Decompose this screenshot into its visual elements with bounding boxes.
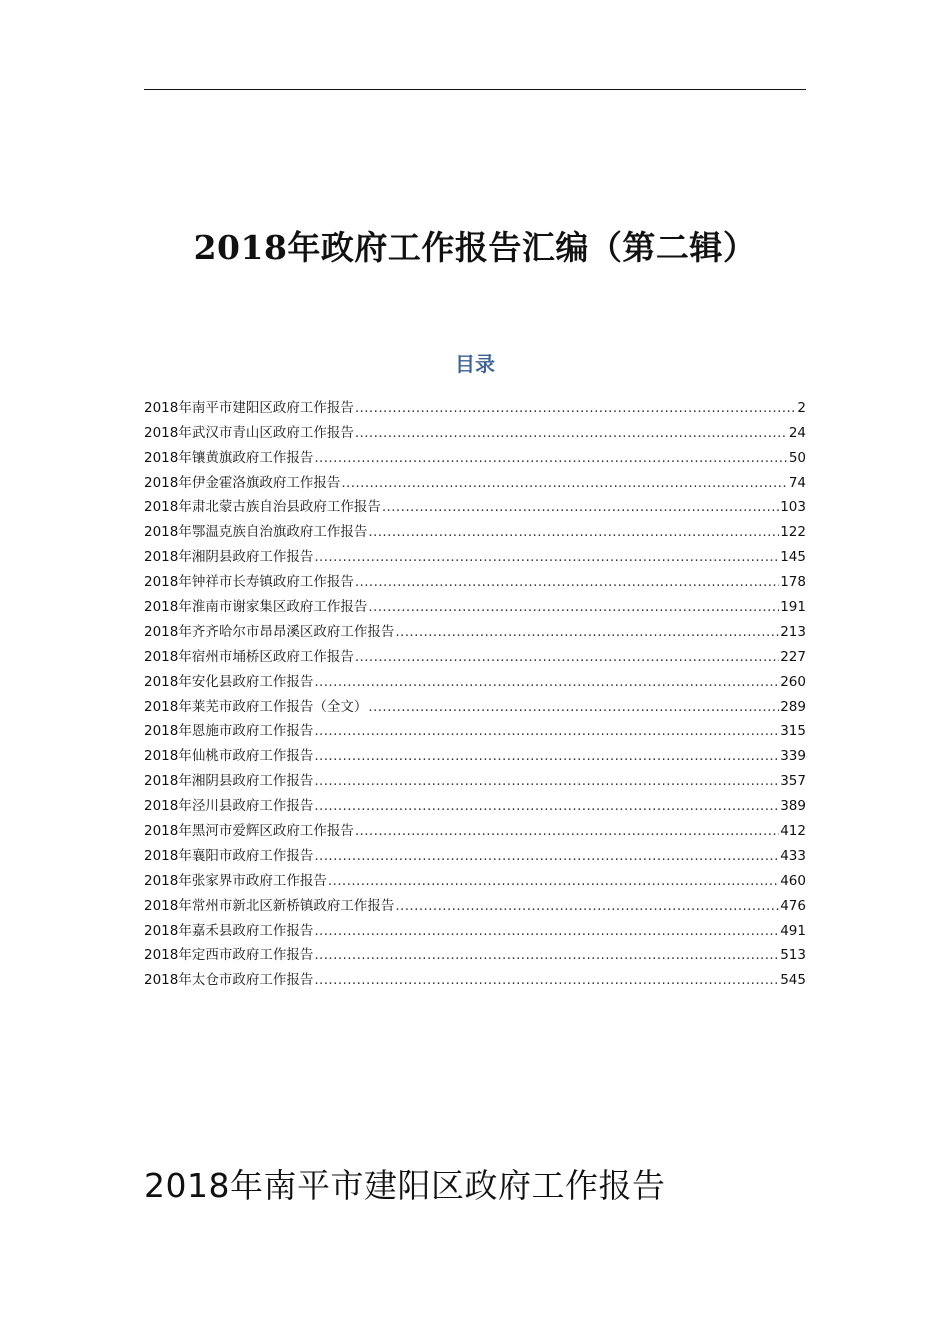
toc-entry[interactable] — [144, 915, 806, 940]
toc-entry[interactable] — [144, 840, 806, 865]
toc-entry-title: 2018年齐齐哈尔市昂昂溪区政府工作报告 — [144, 623, 395, 640]
table-of-contents — [144, 392, 806, 989]
toc-leader-dots — [314, 772, 779, 790]
toc-leader-dots — [355, 648, 779, 666]
toc-leader-dots — [355, 822, 779, 840]
toc-leader-dots — [314, 946, 779, 964]
toc-entry-title: 2018年武汉市青山区政府工作报告 — [144, 424, 354, 441]
toc-entry-page: 433 — [780, 847, 806, 864]
toc-entry[interactable] — [144, 641, 806, 666]
toc-entry-title: 2018年定西市政府工作报告 — [144, 947, 314, 964]
toc-entry-page: 2 — [797, 399, 806, 416]
toc-entry-title: 2018年张家界市政府工作报告 — [144, 872, 327, 889]
toc-entry-page: 178 — [780, 574, 806, 591]
toc-entry-page: 513 — [780, 947, 806, 964]
toc-leader-dots — [355, 424, 788, 442]
toc-entry[interactable] — [144, 964, 806, 989]
toc-leader-dots — [382, 498, 779, 516]
toc-leader-dots — [395, 897, 779, 915]
toc-entry[interactable] — [144, 740, 806, 765]
toc-leader-dots — [314, 971, 779, 989]
toc-entry[interactable] — [144, 765, 806, 790]
toc-entry-title: 2018年黑河市爱辉区政府工作报告 — [144, 823, 354, 840]
toc-entry[interactable] — [144, 691, 806, 716]
toc-leader-dots — [355, 573, 779, 591]
toc-leader-dots — [314, 548, 779, 566]
toc-entry-title: 2018年安化县政府工作报告 — [144, 673, 314, 690]
toc-leader-dots — [368, 698, 779, 716]
toc-entry-page: 412 — [780, 823, 806, 840]
toc-entry-page: 460 — [780, 872, 806, 889]
toc-entry-page: 103 — [780, 499, 806, 516]
toc-entry-page: 227 — [780, 648, 806, 665]
toc-heading: 目录 — [455, 352, 495, 376]
toc-entry-page: 260 — [780, 673, 806, 690]
toc-leader-dots — [395, 623, 779, 641]
toc-entry-title: 2018年伊金霍洛旗政府工作报告 — [144, 474, 341, 491]
toc-entry-title: 2018年南平市建阳区政府工作报告 — [144, 399, 354, 416]
toc-entry-page: 545 — [780, 972, 806, 989]
toc-entry-title: 2018年仙桃市政府工作报告 — [144, 748, 314, 765]
toc-entry-page: 191 — [780, 599, 806, 616]
toc-leader-dots — [314, 673, 779, 691]
toc-entry-title: 2018年钟祥市长寿镇政府工作报告 — [144, 574, 354, 591]
toc-leader-dots — [314, 847, 779, 865]
header-rule — [144, 89, 806, 90]
toc-entry[interactable] — [144, 591, 806, 616]
toc-entry-title: 2018年太仓市政府工作报告 — [144, 972, 314, 989]
toc-entry-title: 2018年襄阳市政府工作报告 — [144, 847, 314, 864]
toc-entry-title: 2018年宿州市埇桥区政府工作报告 — [144, 648, 354, 665]
toc-entry[interactable] — [144, 940, 806, 965]
toc-entry-title: 2018年鄂温克族自治旗政府工作报告 — [144, 524, 368, 541]
toc-leader-dots — [314, 722, 779, 740]
toc-entry-page: 289 — [780, 698, 806, 715]
toc-leader-dots — [341, 474, 787, 492]
section-heading: 2018年南平市建阳区政府工作报告 — [144, 1166, 666, 1205]
toc-entry[interactable] — [144, 815, 806, 840]
toc-leader-dots — [368, 523, 779, 541]
toc-leader-dots — [314, 797, 779, 815]
toc-entry[interactable] — [144, 566, 806, 591]
toc-entry[interactable] — [144, 492, 806, 517]
toc-leader-dots — [355, 399, 797, 417]
toc-entry[interactable] — [144, 865, 806, 890]
toc-entry-page: 145 — [780, 549, 806, 566]
toc-entry[interactable] — [144, 716, 806, 741]
document-title: 2018年政府工作报告汇编（第二辑） — [193, 228, 757, 267]
toc-entry-title: 2018年湘阴县政府工作报告 — [144, 773, 314, 790]
toc-leader-dots — [328, 872, 779, 890]
toc-entry-page: 50 — [788, 449, 806, 466]
toc-entry-page: 315 — [780, 723, 806, 740]
toc-entry-page: 339 — [780, 748, 806, 765]
toc-entry-page: 213 — [780, 623, 806, 640]
toc-entry-title: 2018年镶黄旗政府工作报告 — [144, 449, 314, 466]
toc-entry[interactable] — [144, 890, 806, 915]
toc-entry[interactable] — [144, 516, 806, 541]
toc-entry-title: 2018年泾川县政府工作报告 — [144, 798, 314, 815]
toc-leader-dots — [314, 449, 787, 467]
toc-entry-page: 357 — [780, 773, 806, 790]
toc-entry-page: 24 — [788, 424, 806, 441]
toc-entry-title: 2018年湘阴县政府工作报告 — [144, 549, 314, 566]
toc-entry[interactable] — [144, 541, 806, 566]
toc-entry-page: 74 — [788, 474, 806, 491]
toc-entry[interactable] — [144, 616, 806, 641]
toc-entry-page: 122 — [780, 524, 806, 541]
toc-leader-dots — [314, 922, 779, 940]
toc-entry-title: 2018年肃北蒙古族自治县政府工作报告 — [144, 499, 381, 516]
toc-entry-title: 2018年莱芜市政府工作报告（全文） — [144, 698, 368, 715]
toc-entry-page: 389 — [780, 798, 806, 815]
toc-entry-title: 2018年恩施市政府工作报告 — [144, 723, 314, 740]
toc-leader-dots — [368, 598, 779, 616]
toc-entry[interactable] — [144, 442, 806, 467]
toc-entry[interactable] — [144, 790, 806, 815]
toc-entry-title: 2018年嘉禾县政府工作报告 — [144, 922, 314, 939]
toc-entry-page: 491 — [780, 922, 806, 939]
toc-entry-title: 2018年常州市新北区新桥镇政府工作报告 — [144, 897, 395, 914]
toc-entry-title: 2018年淮南市谢家集区政府工作报告 — [144, 599, 368, 616]
toc-entry[interactable] — [144, 417, 806, 442]
toc-leader-dots — [314, 747, 779, 765]
toc-entry[interactable] — [144, 392, 806, 417]
toc-entry[interactable] — [144, 467, 806, 492]
toc-entry-page: 476 — [780, 897, 806, 914]
toc-entry[interactable] — [144, 666, 806, 691]
